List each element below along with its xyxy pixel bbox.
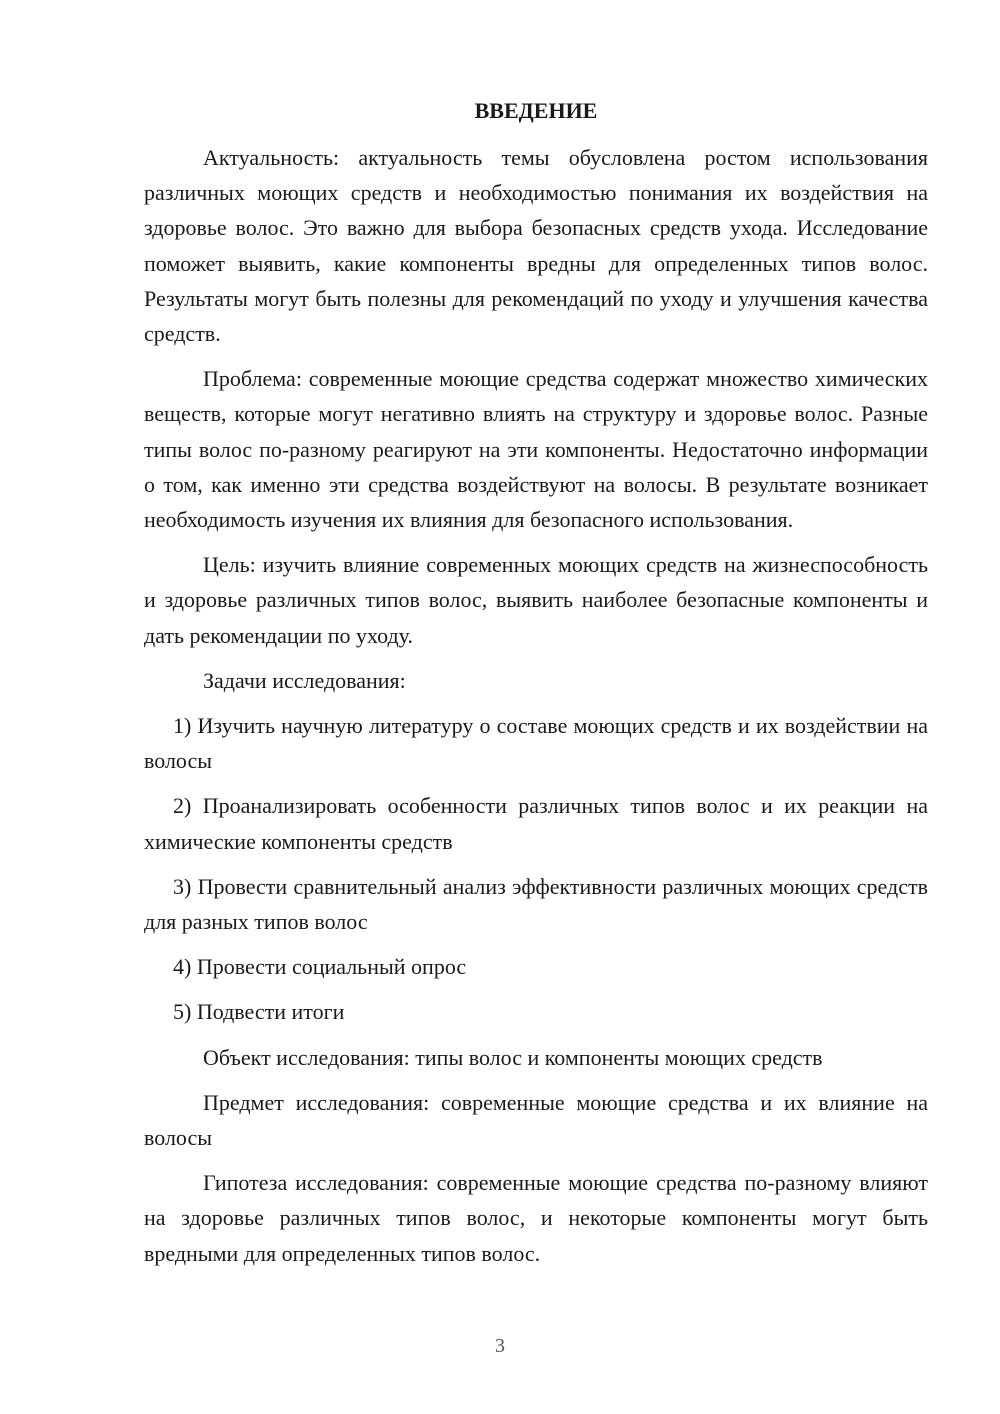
task-item-2: 2) Проанализировать особенности различных типов волос и их реакции на химические компоненты средств [144,793,928,854]
task-item-1: 1) Изучить научную литературу о составе моющих средств и их воздействии на волосы [144,713,928,774]
task-item-5: 5) Подвести итоги [173,999,345,1025]
page-number: 3 [495,1335,505,1357]
task-item-3: 3) Провести сравнительный анализ эффективности различных моющих средств для разных типов волос [144,873,928,935]
problem-paragraph: Проблема: современные моющие средства содержат множество химических веществ, которые могут негативно влиять на структуру и здоровье волос. Разные типы волос по-разному реагируют на эти компоненты. Недостаточно информации о том, как именно эти средства воздействуют на волосы. В результате возникает необходимость изучения их влияния для безопасного использования. [144,366,928,533]
research-object: Объект исследования: типы волос и компоненты моющих средств [203,1044,823,1070]
page-title: ВВЕДЕНИЕ [474,98,598,123]
research-hypothesis: Гипотеза исследования: современные моющие средства по-разному влияют на здоровье различных типов волос, и некоторые компоненты могут быть вредными для определенных типов волос. [144,1170,928,1266]
goal-paragraph: Цель: изучить влияние современных моющих средств на жизнеспособность и здоровье различных типов волос, выявить наиболее безопасные компоненты и дать рекомендации по уходу. [144,552,928,648]
research-subject: Предмет исследования: современные моющие средства и их влияние на волосы [144,1089,928,1151]
tasks-heading: Задачи исследования: [203,667,406,693]
task-item-4: 4) Провести социальный опрос [173,954,467,980]
relevance-paragraph: Актуальность: актуальность темы обусловлена ростом использования различных моющих средств и необходимостью понимания их воздействия на здоровье волос. Это важно для выбора безопасных средств ухода. Исследование поможет выявить, какие компоненты вредны для определенных типов волос. Результаты могут быть полезны для рекомендаций по уходу и улучшения качества средств. [144,145,928,347]
document-page [144,94,928,1281]
